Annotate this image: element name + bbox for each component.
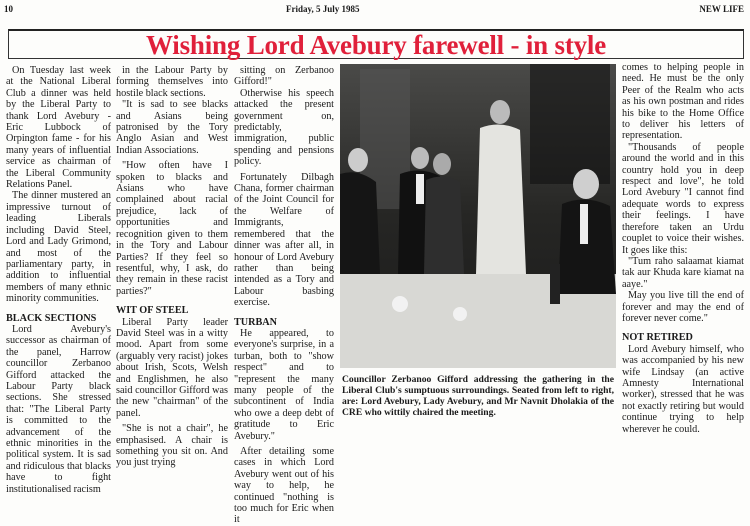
paragraph: The dinner mustered an impressive turnout of leading Liberals including David Steel, Lord and Lady Grimond, and most of the parliamentary party, in addition to influential members of many ethnic minority communities.: [6, 190, 111, 305]
subheading: BLACK SECTIONS: [6, 312, 97, 324]
paragraph: Lord Avebury himself, who was accompanied by his new wife Lindsay (an active Amnesty International worker), stressed that he was not exactly retiring but would continue trying to help wherever he could.: [622, 343, 744, 435]
paragraph: May you live till the end of forever and may the end of forever never come.": [622, 290, 744, 324]
paragraph: Fortunately Dilbagh Chana, former chairman of the Joint Council for the Welfare of Immigrants, remembered that the dinner was after all, in honour of Lord Avebury rather than being intended as a Tory and Labour basbing exercise.: [234, 171, 334, 309]
paragraph: "It is sad to see blacks and Asians being patronised by the Tory Anglo Asian and West Indian Associations.: [116, 99, 228, 156]
article-column-3: [234, 65, 334, 526]
paragraph: "She is not a chair", he emphasised. A chair is something you sit on. And you just trying: [116, 423, 228, 469]
photo-caption: Councillor Zerbanoo Gifford addressing the gathering in the Liberal Club's sumptuous surroundings. Seated from left to right, are: Lord Avebury, Lady Avebury, and Mr Navnit Dholakia of the CRE who wittily chaired the meeting.: [342, 374, 614, 418]
paragraph: sitting on Zerbanoo Gifford!": [234, 65, 334, 88]
headline: Wishing Lord Avebury farewell - in style: [145, 30, 607, 60]
paragraph: After detailing some cases in which Lord Avebury went out of his way to help, he continued "nothing is too much for Eric when it: [234, 446, 334, 526]
photo-illustration: [340, 64, 616, 368]
article-column-5: [622, 62, 744, 435]
paragraph: "How often have I spoken to blacks and Asians who have complained about racial prejudice, lack of opportunities and recognition given to them in the Tory and Labour Parties? If they feel so resentful, why, I ask, do they remain in these racist parties?": [116, 160, 228, 297]
paragraph: "Thousands of people around the world and in this country hold you in deep respect and love", he told Lord Avebury "I cannot find adequate words to express their feelings. I have therefore taken an Urdu couplet to voice their wishes. It goes like this:: [622, 141, 744, 256]
paragraph: Lord Avebury's successor as chairman of the panel, Harrow councillor Zerbanoo Gifford attacked the Labour Party black sections. She stressed that: "The Liberal Party is committed to the advancement of the ethnic minorities in the political system. It is sad and ridiculous that blacks have to fight institutionalised racism: [6, 323, 111, 495]
dinner-photo: [340, 64, 616, 368]
subheading: TURBAN: [234, 316, 278, 328]
subheading: WIT OF STEEL: [116, 305, 189, 317]
article-column-2: [116, 65, 228, 469]
paragraph: comes to helping people in need. He must be the only Peer of the Realm who acts as his own postman and rides his bike to the Home Office to deliver his letters of representation.: [622, 62, 744, 142]
paragraph: Liberal Party leader David Steel was in a witty mood. Apart from some (arguably very racist) jokes about Irish, Scots, Welsh and Englishmen, he also said councillor Gifford was the new "chairman" of the panel.: [116, 316, 228, 419]
subheading: NOT RETIRED: [622, 332, 693, 344]
page-number: 10: [4, 4, 13, 14]
publication-name: NEW LIFE: [699, 4, 744, 14]
paragraph: in the Labour Party by forming themselves into hostile black sections.: [116, 65, 228, 99]
paragraph: He appeared, to everyone's surprise, in a turban, both to "show respect" and to "represent the many many people of the subcontinent of India who owe a deep debt of gratitude to Eric Avebury.": [234, 327, 334, 442]
headline-box: [8, 29, 744, 59]
article-column-1: [6, 65, 111, 495]
issue-date: Friday, 5 July 1985: [286, 4, 360, 14]
paragraph: Otherwise his speech attacked the present government on, predictably, immigration, public spending and pensions policy.: [234, 87, 334, 168]
paragraph: "Tum raho salaamat kiamat tak aur Khuda kare kiamat na aaye.": [622, 255, 744, 290]
paragraph: On Tuesday last week at the National Liberal Club a dinner was held by the Liberal Party to thank Lord Avebury - Eric Lubbock of Orpington fame - for his many years of influential service as chairman of the Liberal Community Relations Panel.: [6, 65, 111, 191]
